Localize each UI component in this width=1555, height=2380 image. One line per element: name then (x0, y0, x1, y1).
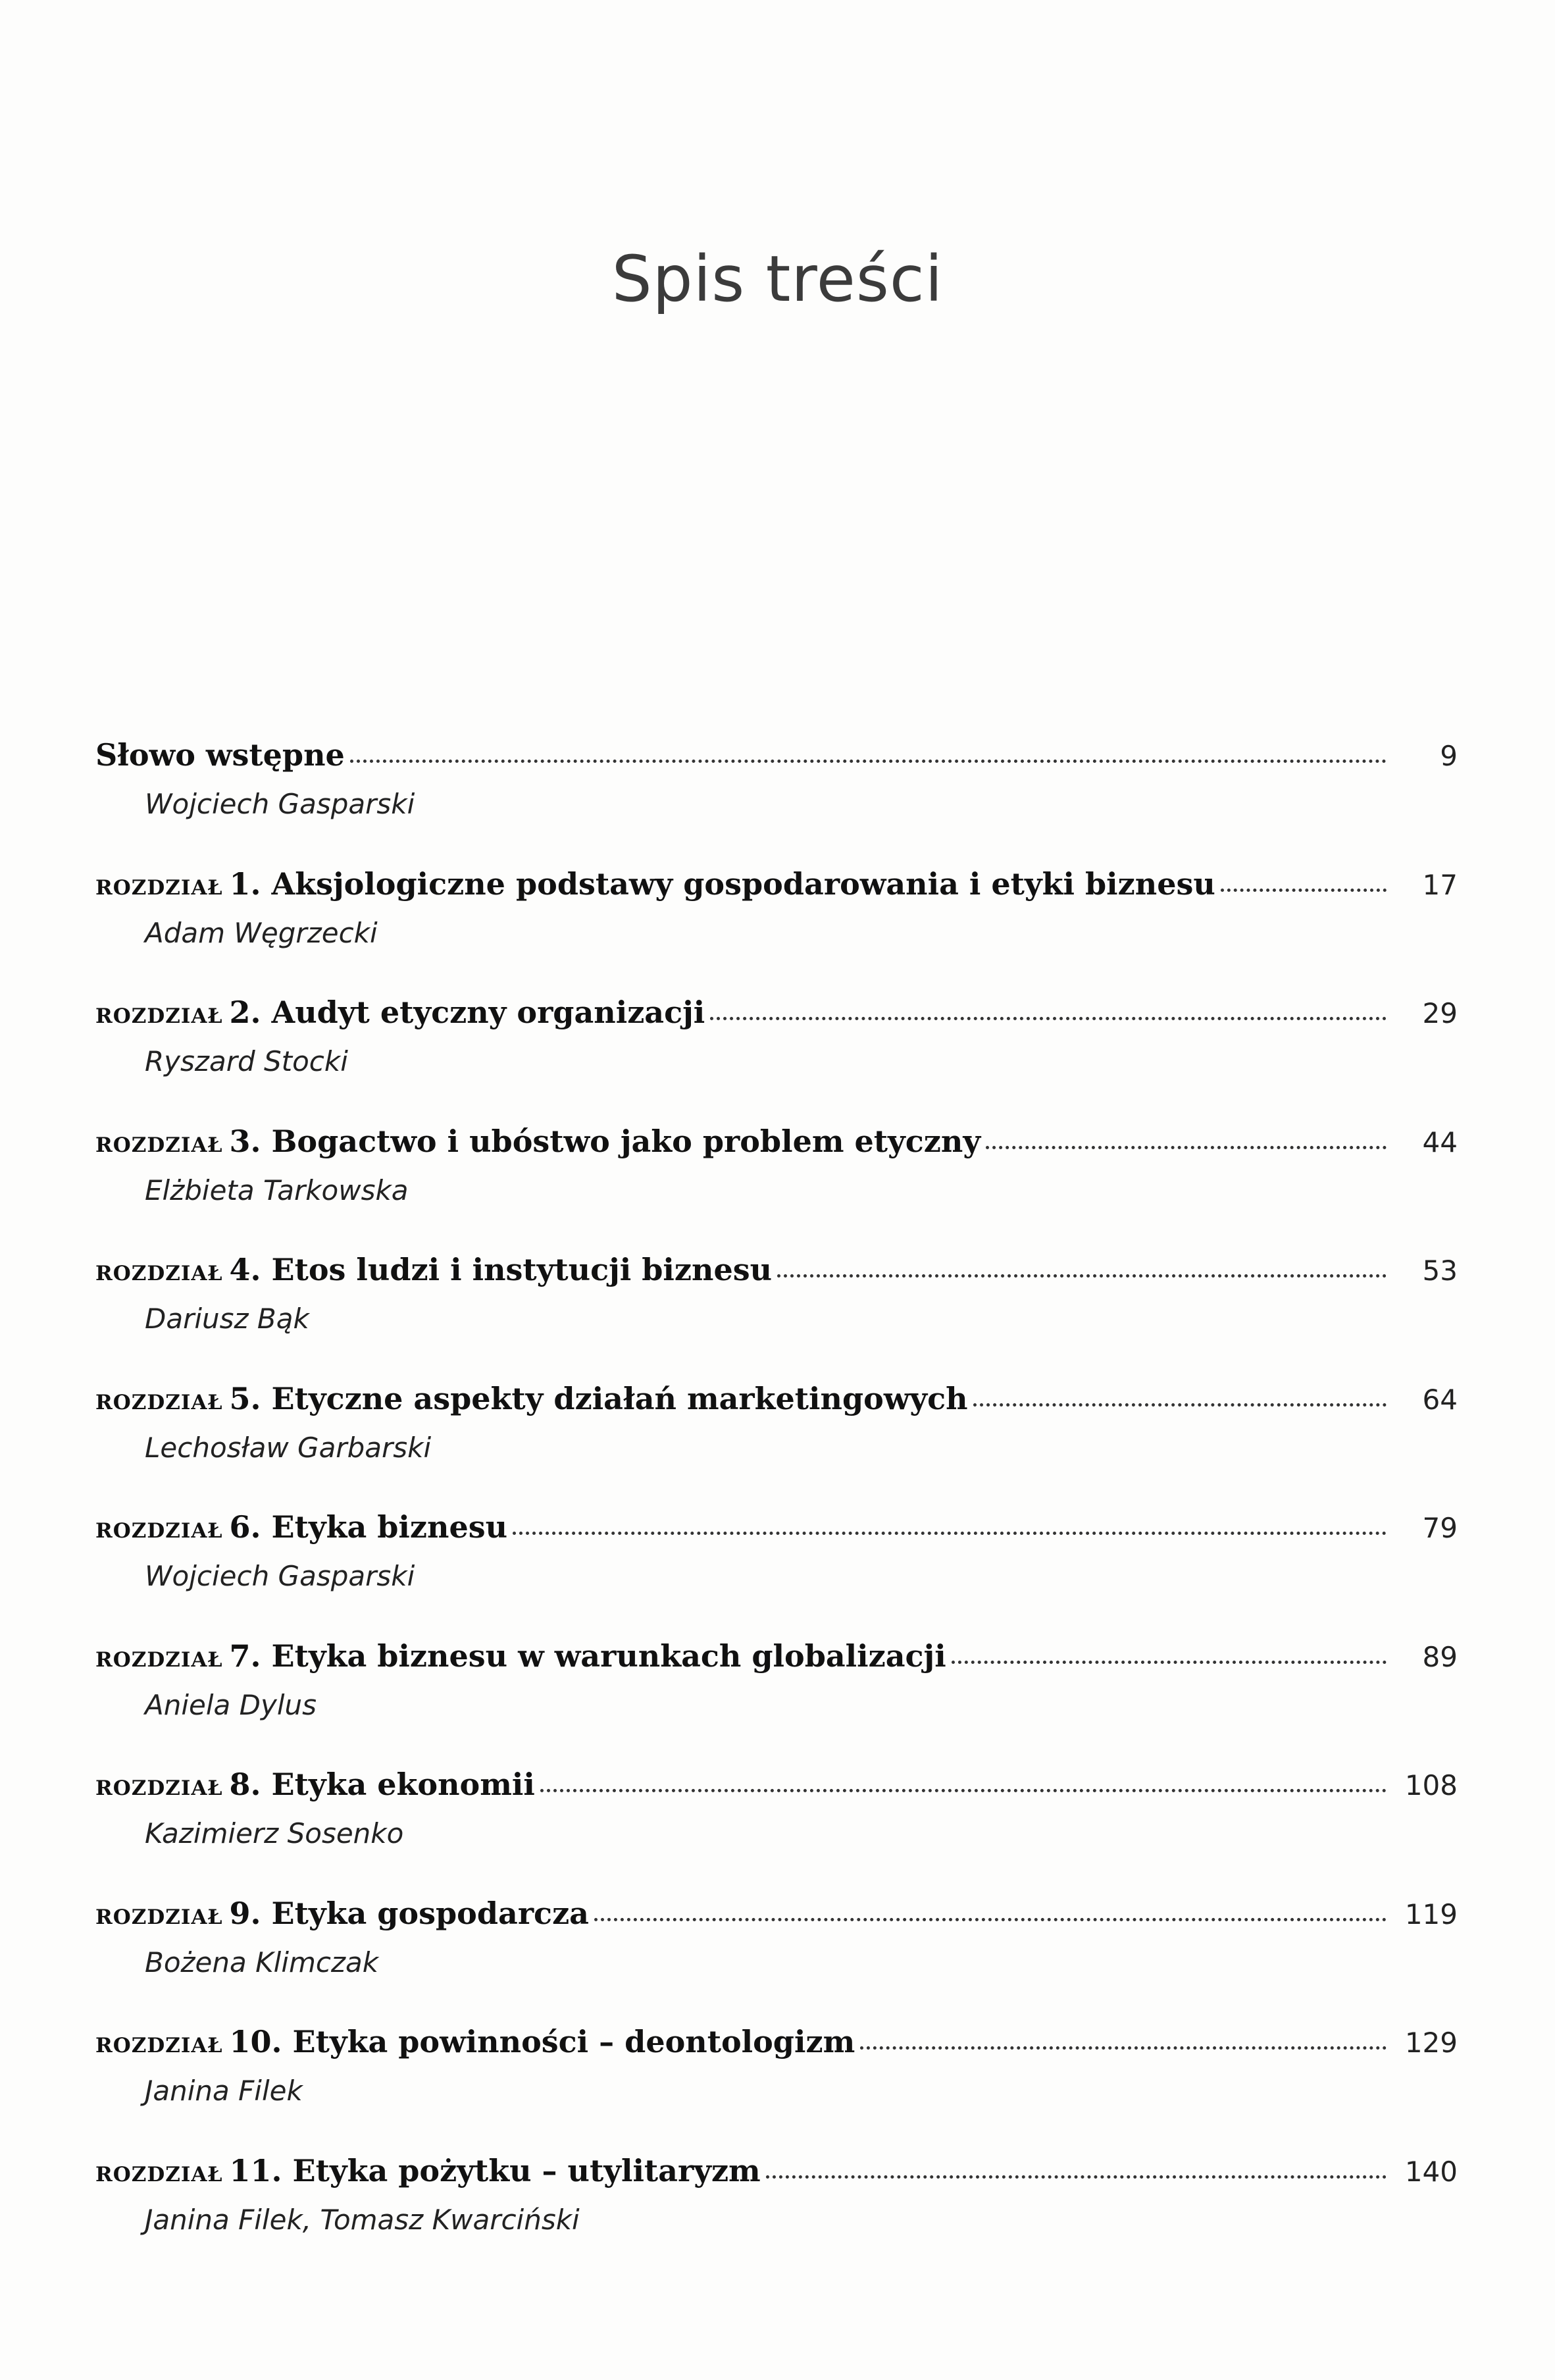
page-number: 64 (1422, 1383, 1458, 1416)
dot-leader (350, 760, 1387, 763)
chapter-number: 1. (229, 866, 261, 902)
chapter-number: 4. (229, 1252, 261, 1287)
chapter-label: ROZDZIAŁ (95, 2034, 223, 2057)
chapter-title: Etyka biznesu w warunkach globalizacji (271, 1638, 946, 1674)
chapter-author: Dariusz Bąk (145, 1303, 309, 1335)
chapter-label: ROZDZIAŁ (95, 1262, 223, 1285)
chapter-number: 9. (229, 1895, 261, 1931)
chapter-title: Etyka ekonomii (271, 1767, 535, 1802)
chapter-number: 8. (229, 1767, 261, 1802)
toc-entry (95, 1767, 1458, 1896)
toc-entry-line (95, 2153, 1458, 2200)
chapter-title: Bogactwo i ubóstwo jako problem etyczny (271, 1123, 981, 1159)
toc-entry-heading (95, 866, 1215, 902)
toc-entry-line (95, 866, 1458, 914)
page-number: 17 (1422, 868, 1458, 901)
page-number: 108 (1404, 1769, 1458, 1801)
chapter-label: ROZDZIAŁ (95, 1004, 223, 1028)
chapter-label: ROZDZIAŁ (95, 1647, 223, 1672)
page-number: 140 (1404, 2155, 1458, 2188)
chapter-author: Wojciech Gasparski (145, 1560, 415, 1592)
toc-entry-heading (95, 1381, 968, 1416)
toc-entry-line (95, 1252, 1458, 1299)
chapter-title: Słowo wstępne (95, 737, 345, 773)
toc-entry-heading (95, 2024, 855, 2059)
chapter-title: Audyt etyczny organizacji (271, 995, 705, 1030)
toc-entry-heading (95, 1509, 507, 1545)
toc-entry-line (95, 1124, 1458, 1171)
toc-entry-heading (95, 2153, 761, 2188)
toc-entry-line (95, 995, 1458, 1042)
dot-leader (777, 1274, 1387, 1278)
chapter-label: ROZDZIAŁ (95, 1390, 223, 1414)
page-number: 129 (1404, 2027, 1458, 2059)
chapter-title: Etyka gospodarcza (271, 1895, 589, 1931)
chapter-label: ROZDZIAŁ (95, 1776, 223, 1800)
page-number: 53 (1422, 1255, 1458, 1287)
chapter-author: Wojciech Gasparski (145, 788, 415, 820)
toc-entry (95, 737, 1458, 866)
toc-entry (95, 1509, 1458, 1638)
chapter-title: Etyka pożytku – utylitaryzm (292, 2152, 761, 2188)
toc-entry (95, 2024, 1458, 2153)
toc-entry-line (95, 2024, 1458, 2071)
chapter-label: ROZDZIAŁ (95, 1905, 223, 1929)
toc-entry-heading (95, 1896, 589, 1931)
toc-entry (95, 1381, 1458, 1510)
chapter-number: 6. (229, 1509, 261, 1545)
chapter-title: Etos ludzi i instytucji biznesu (271, 1252, 773, 1287)
toc-entry-heading (95, 1124, 981, 1159)
toc-entry (95, 1252, 1458, 1381)
dot-leader (513, 1532, 1387, 1535)
chapter-author: Janina Filek (145, 2075, 303, 2107)
dot-leader (986, 1146, 1387, 1149)
page-number: 29 (1422, 997, 1458, 1029)
chapter-label: ROZDZIAŁ (95, 1133, 223, 1157)
toc-entry-heading (95, 1767, 535, 1802)
toc-entry-line (95, 1638, 1458, 1686)
toc-entry-line (95, 1381, 1458, 1428)
dot-leader (860, 2046, 1387, 2050)
page-number: 119 (1404, 1898, 1458, 1930)
toc-entry (95, 1638, 1458, 1767)
page-title: Spis treści (611, 242, 944, 316)
chapter-author: Elżbieta Tarkowska (145, 1174, 409, 1206)
toc-entry-heading (95, 1252, 772, 1287)
chapter-title: Aksjologiczne podstawy gospodarowania i etyki biznesu (271, 866, 1215, 902)
toc-entry (95, 1896, 1458, 2025)
dot-leader (973, 1403, 1387, 1407)
toc-entry (95, 866, 1458, 995)
chapter-author: Aniela Dylus (145, 1688, 317, 1721)
dot-leader (952, 1661, 1387, 1664)
page-number: 79 (1422, 1512, 1458, 1544)
dot-leader (1221, 889, 1387, 892)
chapter-author: Kazimierz Sosenko (145, 1817, 404, 1850)
chapter-author: Lechosław Garbarski (145, 1431, 432, 1464)
dot-leader (766, 2175, 1387, 2179)
chapter-author: Bożena Klimczak (145, 1946, 379, 1979)
chapter-number: 11. (229, 2152, 282, 2188)
chapter-author: Janina Filek, Tomasz Kwarciński (145, 2203, 580, 2236)
dot-leader (710, 1017, 1387, 1020)
dot-leader (594, 1918, 1387, 1921)
chapter-label: ROZDZIAŁ (95, 1519, 223, 1543)
chapter-number: 5. (229, 1380, 261, 1416)
page-number: 44 (1422, 1125, 1458, 1158)
toc-entry-heading (95, 737, 345, 773)
chapter-number: 7. (229, 1638, 261, 1674)
toc-entry-heading (95, 995, 705, 1030)
toc-entry-heading (95, 1638, 946, 1674)
toc-entry (95, 2153, 1458, 2282)
chapter-author: Ryszard Stocki (145, 1045, 348, 1077)
table-of-contents (95, 737, 1458, 2281)
toc-entry-line (95, 1896, 1458, 1943)
chapter-label: ROZDZIAŁ (95, 2162, 223, 2186)
toc-entry-line (95, 737, 1458, 785)
chapter-author: Adam Węgrzecki (145, 916, 378, 949)
chapter-title: Etyka powinności – deontologizm (292, 2024, 855, 2059)
toc-entry (95, 995, 1458, 1124)
chapter-title: Etyczne aspekty działań marketingowych (271, 1380, 968, 1416)
toc-entry-line (95, 1509, 1458, 1557)
chapter-number: 10. (229, 2024, 282, 2059)
toc-entry (95, 1124, 1458, 1253)
toc-entry-line (95, 1767, 1458, 1814)
dot-leader (540, 1789, 1387, 1792)
chapter-number: 3. (229, 1123, 261, 1159)
page-number: 9 (1440, 740, 1458, 772)
page-number: 89 (1422, 1640, 1458, 1673)
chapter-label: ROZDZIAŁ (95, 875, 223, 900)
chapter-number: 2. (229, 995, 261, 1030)
chapter-title: Etyka biznesu (271, 1509, 508, 1545)
